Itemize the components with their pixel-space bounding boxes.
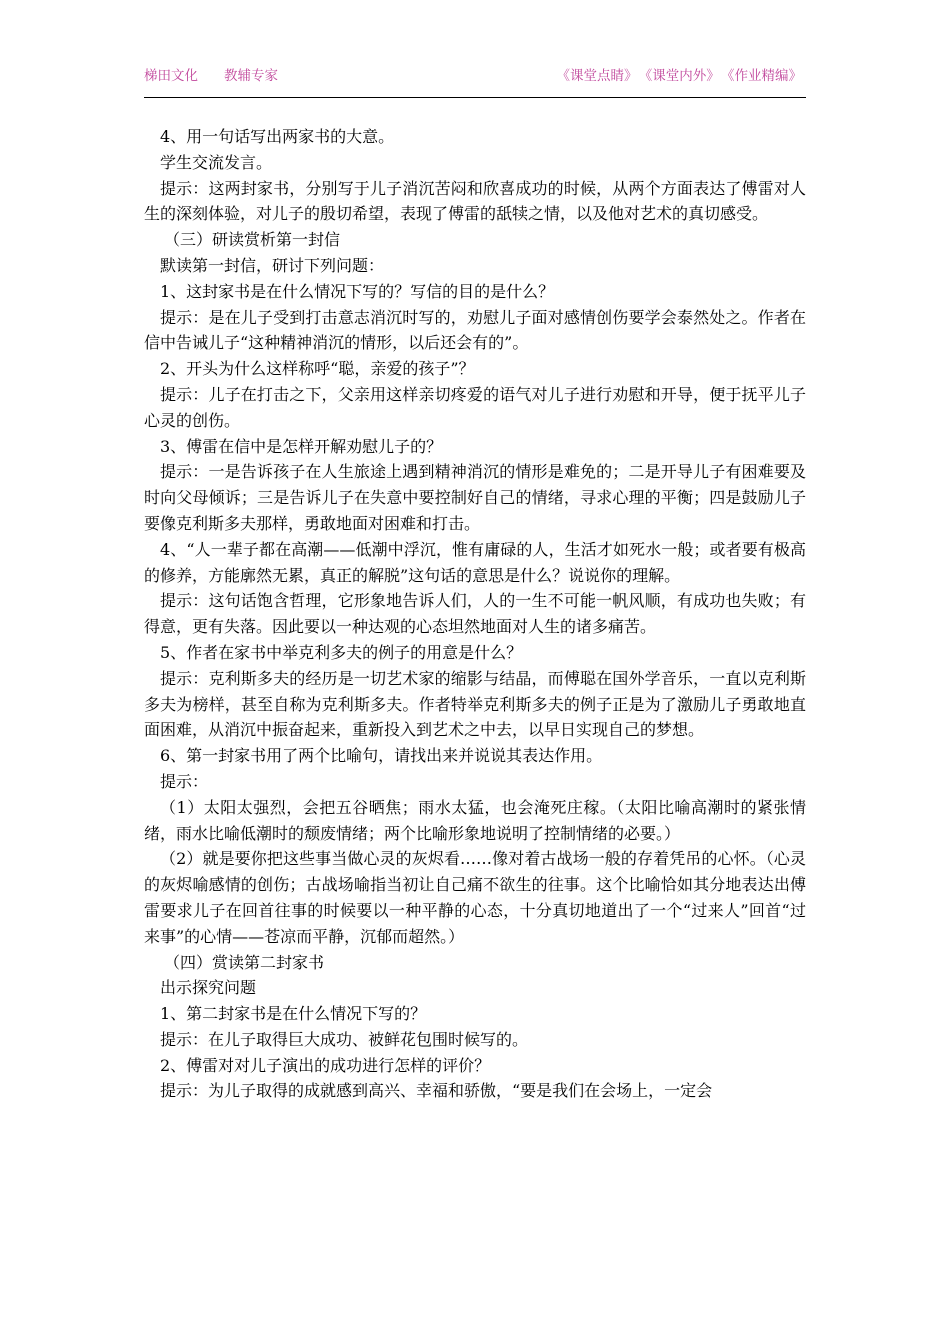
paragraph: 5、作者在家书中举克利多夫的例子的用意是什么？ (160, 642, 523, 662)
paragraph: 提示：克利斯多夫的经历是一切艺术家的缩影与结晶，而傅聪在国外学音乐，一直以克利斯多夫为榜样，甚至自称为克利斯多夫。作者特举克利斯多夫的例子正是为了激励儿子勇敢地直面困难，从消沉中振奋起来，重新投入到艺术之中去，以早日实现自己的梦想。 (144, 668, 806, 740)
paragraph: 出示探究问题 (160, 978, 257, 998)
header-book-3: 《作业精编》 (727, 68, 802, 84)
paragraph: 6、第一封家书用了两个比喻句，请找出来并说说其表达作用。 (160, 746, 603, 766)
paragraph: （1）太阳太强烈，会把五谷晒焦；雨水太猛，也会淹死庄稼。（太阳比喻高潮时的紧张情绪，雨水比喻低潮时的颓废情绪；两个比喻形象地说明了控制情绪的必要。） (144, 797, 806, 843)
paragraph: 提示：儿子在打击之下，父亲用这样亲切疼爱的语气对儿子进行劝慰和开导，便于抚平儿子心灵的创伤。 (144, 384, 806, 430)
paragraph: 1、第二封家书是在什么情况下写的？ (160, 1004, 427, 1024)
paragraph: 提示：这两封家书，分别写于儿子消沉苦闷和欣喜成功的时候，从两个方面表达了傅雷对人生的深刻体验，对儿子的殷切希望，表现了傅雷的舐犊之情，以及他对艺术的真切感受。 (144, 178, 806, 224)
header-brand: 梯田文化 (144, 68, 198, 84)
paragraph: （2）就是要你把这些事当做心灵的灰烬看……像对着古战场一般的存着凭吊的心怀。（心灵的灰烬喻感情的创伤；古战场喻指当初让自己痛不欲生的往事。这个比喻恰如其分地表达出傅雷要求儿子在回首往事的时候要以一种平静的心态，十分真切地道出了一个“过来人”回首“过来事”的心情——苍凉而平静，沉郁而超然。） (144, 849, 806, 946)
paragraph: 学生交流发言。 (160, 152, 273, 172)
paragraph: 提示：为儿子取得的成就感到高兴、幸福和骄傲，“要是我们在会场上，一定会 (160, 1081, 713, 1101)
header-left (144, 64, 278, 84)
section-heading: （三）研读赏析第一封信 (164, 230, 341, 250)
paragraph: 3、傅雷在信中是怎样开解劝慰儿子的？ (160, 436, 443, 456)
document-body (144, 124, 806, 1104)
paragraph: 提示：这句话饱含哲理，它形象地告诉人们，人的一生不可能一帆风顺，有成功也失败；有得意，更有失落。因此要以一种达观的心态坦然地面对人生的诸多痛苦。 (144, 591, 806, 637)
paragraph: 4、“人一辈子都在高潮——低潮中浮沉，惟有庸碌的人，生活才如死水一般；或者要有极高的修养，方能廓然无累，真正的解脱”这句话的意思是什么？说说你的理解。 (144, 539, 806, 585)
paragraph: 提示：在儿子取得巨大成功、被鲜花包围时候写的。 (160, 1029, 529, 1049)
header-book-2: 《课堂内外》 (645, 68, 720, 84)
header-rule (144, 97, 806, 98)
page-header (144, 64, 806, 86)
paragraph: 默读第一封信，研讨下列问题： (160, 255, 385, 275)
paragraph: 1、这封家书是在什么情况下写的？写信的目的是什么？ (160, 281, 555, 301)
paragraph: 2、傅雷对对儿子演出的成功进行怎样的评价？ (160, 1055, 491, 1075)
paragraph: 提示：一是告诉孩子在人生旅途上遇到精神消沉的情形是难免的；二是开导儿子有困难要及时向父母倾诉；三是告诉儿子在失意中要控制好自己的情绪，寻求心理的平衡；四是鼓励儿子要像克利斯多夫那样，勇敢地面对困难和打击。 (144, 462, 806, 533)
paragraph: 4、用一句话写出两家书的大意。 (160, 127, 395, 146)
section-heading: （四）赏读第二封家书 (164, 952, 325, 972)
paragraph: 提示： (160, 771, 209, 791)
header-slogan: 教辅专家 (224, 68, 278, 84)
paragraph: 提示：是在儿子受到打击意志消沉时写的，劝慰儿子面对感情创伤要学会泰然处之。作者在信中告诫儿子“这种精神消沉的情形，以后还会有的”。 (144, 307, 806, 353)
header-right (557, 64, 803, 84)
paragraph: 2、开头为什么这样称呼“聪，亲爱的孩子”？ (160, 359, 475, 379)
header-book-1: 《课堂点睛》 (556, 68, 638, 84)
